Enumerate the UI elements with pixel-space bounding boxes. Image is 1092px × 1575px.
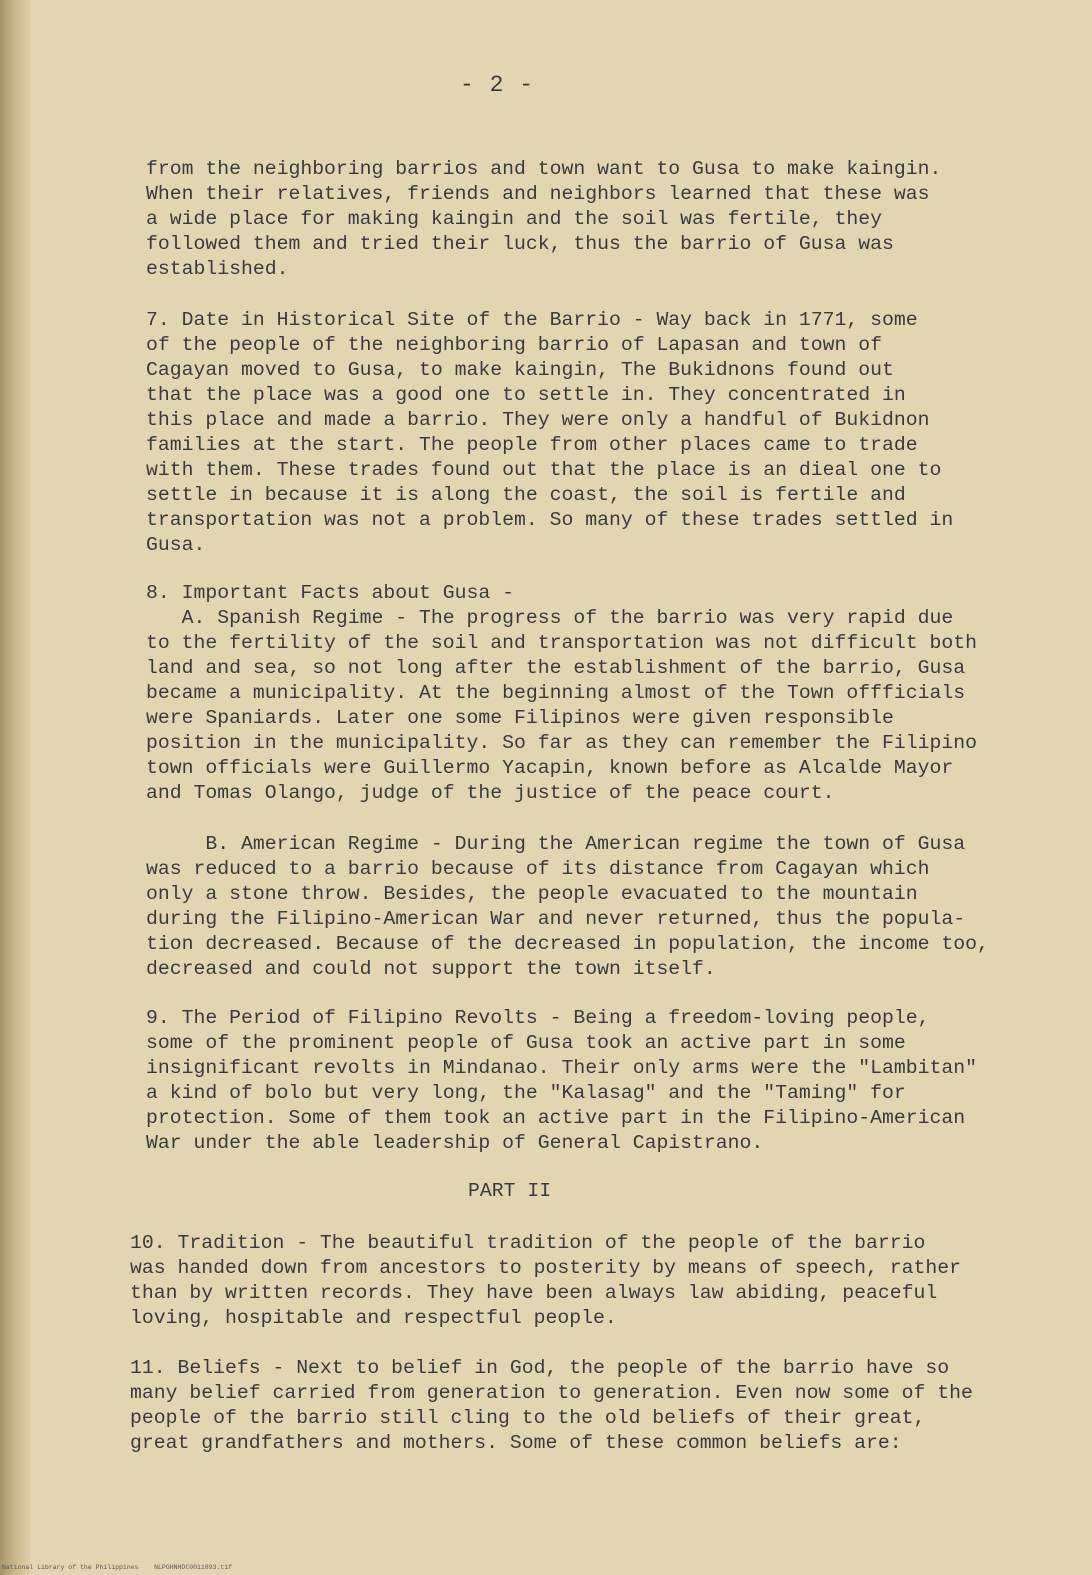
text-line: this place and made a barrio. They were only a handful of Bukidnon [146, 409, 930, 431]
paragraph-8-important-facts [146, 581, 1046, 806]
text-line: many belief carried from generation to generation. Even now some of the [130, 1382, 973, 1404]
text-line: of the people of the neighboring barrio of Lapasan and town of [146, 334, 882, 356]
text-line: position in the municipality. So far as they can remember the Filipino [146, 732, 977, 754]
text-line: was reduced to a barrio because of its distance from Cagayan which [146, 858, 930, 880]
page-edge-shadow [0, 0, 30, 1575]
text-line: to the fertility of the soil and transportation was not difficult both [146, 632, 977, 654]
text-line: from the neighboring barrios and town want to Gusa to make kaingin. [146, 158, 942, 180]
text-line: When their relatives, friends and neighbors learned that these was [146, 183, 930, 205]
text-line: were Spaniards. Later one some Filipinos were given responsible [146, 707, 894, 729]
text-line: a wide place for making kaingin and the soil was fertile, they [146, 208, 882, 230]
text-line: decreased and could not support the town itself. [146, 958, 716, 980]
text-line: was handed down from ancestors to posterity by means of speech, rather [130, 1257, 961, 1279]
text-line: 9. The Period of Filipino Revolts - Being a freedom-loving people, [146, 1007, 930, 1029]
text-line: followed them and tried their luck, thus the barrio of Gusa was [146, 233, 894, 255]
text-line: loving, hospitable and respectful people. [130, 1307, 617, 1329]
text-line: 10. Tradition - The beautiful tradition of the people of the barrio [130, 1232, 926, 1254]
text-line: 11. Beliefs - Next to belief in God, the people of the barrio have so [130, 1357, 950, 1379]
text-line: people of the barrio still cling to the old beliefs of their great, [130, 1407, 926, 1429]
text-line: settle in because it is along the coast, the soil is fertile and [146, 484, 906, 506]
text-line: families at the start. The people from other places came to trade [146, 434, 918, 456]
paragraph-intro [146, 157, 1046, 282]
text-line: War under the able leadership of General Capistrano. [146, 1132, 764, 1154]
paragraph-10-tradition [130, 1231, 1030, 1331]
text-line: Gusa. [146, 534, 206, 556]
paragraph-8b-american-regime [146, 832, 1046, 982]
text-line: only a stone throw. Besides, the people evacuated to the mountain [146, 883, 918, 905]
page-number: - 2 - [460, 72, 535, 98]
archive-footer: National Library of the Philippines NLPGHNHDC0011893.tif [2, 1564, 233, 1571]
text-line: during the Filipino-American War and never returned, thus the popula- [146, 908, 966, 930]
text-line: became a municipality. At the beginning almost of the Town offficials [146, 682, 966, 704]
text-line: land and sea, so not long after the establishment of the barrio, Gusa [146, 657, 966, 679]
text-line: 8. Important Facts about Gusa - [146, 582, 514, 604]
text-line: some of the prominent people of Gusa took an active part in some [146, 1032, 906, 1054]
text-line: 7. Date in Historical Site of the Barrio - Way back in 1771, some [146, 309, 918, 331]
text-line: a kind of bolo but very long, the "Kalasag" and the "Taming" for [146, 1082, 906, 1104]
text-line: A. Spanish Regime - The progress of the barrio was very rapid due [146, 607, 954, 629]
text-line: town officials were Guillermo Yacapin, known before as Alcalde Mayor [146, 757, 954, 779]
text-line: tion decreased. Because of the decreased in population, the income too, [146, 933, 989, 955]
paragraph-9-filipino-revolts [146, 1006, 1046, 1156]
text-line: than by written records. They have been always law abiding, peaceful [130, 1282, 938, 1304]
paragraph-11-beliefs [130, 1356, 1030, 1456]
text-line: protection. Some of them took an active part in the Filipino-American [146, 1107, 966, 1129]
text-line: great grandfathers and mothers. Some of these common beliefs are: [130, 1432, 902, 1454]
text-line: transportation was not a problem. So many of these trades settled in [146, 509, 954, 531]
section-heading-part-2: PART II [468, 1180, 552, 1202]
text-line: with them. These trades found out that the place is an dieal one to [146, 459, 942, 481]
text-line: B. American Regime - During the American regime the town of Gusa [146, 833, 966, 855]
text-line: that the place was a good one to settle in. They concentrated in [146, 384, 906, 406]
text-line: and Tomas Olango, judge of the justice of the peace court. [146, 782, 835, 804]
text-line: insignificant revolts in Mindanao. Their only arms were the "Lambitan" [146, 1057, 977, 1079]
text-line: established. [146, 258, 289, 280]
paragraph-7-historical-site [146, 308, 1046, 558]
text-line: Cagayan moved to Gusa, to make kaingin, The Bukidnons found out [146, 359, 894, 381]
